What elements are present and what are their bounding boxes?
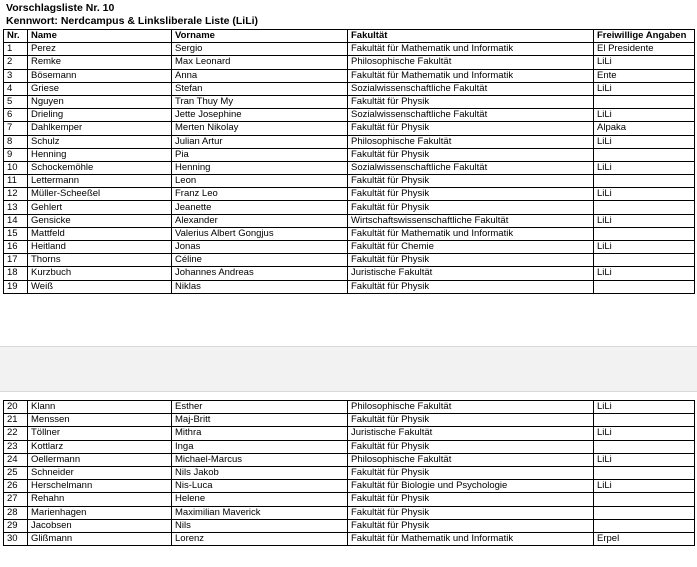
table-row xyxy=(4,506,695,519)
cell-nr: 29 xyxy=(4,519,28,532)
cell-fakultaet: Fakultät für Mathematik und Informatik xyxy=(348,532,594,545)
table-row xyxy=(4,175,695,188)
table-row xyxy=(4,241,695,254)
cell-fakultaet: Philosophische Fakultät xyxy=(348,401,594,414)
cell-nr: 3 xyxy=(4,69,28,82)
table-row xyxy=(4,135,695,148)
cell-nr: 16 xyxy=(4,241,28,254)
cell-freiwillige-angaben xyxy=(594,280,695,293)
cell-nr: 26 xyxy=(4,480,28,493)
cell-fakultaet: Fakultät für Physik xyxy=(348,148,594,161)
cell-freiwillige-angaben: LiLi xyxy=(594,56,695,69)
cell-nr: 15 xyxy=(4,227,28,240)
cell-vorname: Julian Artur xyxy=(172,135,348,148)
cell-vorname: Sergio xyxy=(172,43,348,56)
cell-vorname: Merten Nikolay xyxy=(172,122,348,135)
cell-freiwillige-angaben xyxy=(594,148,695,161)
cell-fakultaet: Fakultät für Physik xyxy=(348,188,594,201)
cell-fakultaet: Fakultät für Mathematik und Informatik xyxy=(348,69,594,82)
cell-nr: 18 xyxy=(4,267,28,280)
cell-vorname: Helene xyxy=(172,493,348,506)
cell-nr: 14 xyxy=(4,214,28,227)
cell-vorname: Niklas xyxy=(172,280,348,293)
cell-fakultaet: Fakultät für Physik xyxy=(348,201,594,214)
cell-vorname: Nis-Luca xyxy=(172,480,348,493)
cell-name: Drieling xyxy=(28,109,172,122)
table-row xyxy=(4,109,695,122)
cell-freiwillige-angaben: LiLi xyxy=(594,401,695,414)
cell-fakultaet: Fakultät für Physik xyxy=(348,466,594,479)
page-break xyxy=(0,346,697,392)
header-name: Name xyxy=(28,30,172,43)
header-vorname: Vorname xyxy=(172,30,348,43)
list-title: Vorschlagsliste Nr. 10 xyxy=(6,2,115,14)
cell-freiwillige-angaben: LiLi xyxy=(594,82,695,95)
cell-nr: 9 xyxy=(4,148,28,161)
cell-fakultaet: Wirtschaftswissenschaftliche Fakultät xyxy=(348,214,594,227)
cell-vorname: Maj-Britt xyxy=(172,414,348,427)
cell-name: Kurzbuch xyxy=(28,267,172,280)
cell-nr: 24 xyxy=(4,453,28,466)
cell-freiwillige-angaben xyxy=(594,493,695,506)
cell-fakultaet: Juristische Fakultät xyxy=(348,427,594,440)
cell-fakultaet: Juristische Fakultät xyxy=(348,267,594,280)
table-row xyxy=(4,440,695,453)
cell-name: Schockemöhle xyxy=(28,161,172,174)
cell-nr: 1 xyxy=(4,43,28,56)
cell-freiwillige-angaben: LiLi xyxy=(594,453,695,466)
cell-vorname: Michael-Marcus xyxy=(172,453,348,466)
cell-name: Schneider xyxy=(28,466,172,479)
table-row xyxy=(4,453,695,466)
cell-fakultaet: Fakultät für Physik xyxy=(348,95,594,108)
cell-name: Jacobsen xyxy=(28,519,172,532)
table-row xyxy=(4,161,695,174)
header-nr: Nr. xyxy=(4,30,28,43)
cell-nr: 2 xyxy=(4,56,28,69)
cell-nr: 21 xyxy=(4,414,28,427)
cell-freiwillige-angaben: LiLi xyxy=(594,109,695,122)
cell-nr: 27 xyxy=(4,493,28,506)
cell-nr: 11 xyxy=(4,175,28,188)
header-freiwillige-angaben: Freiwillige Angaben xyxy=(594,30,695,43)
cell-freiwillige-angaben: LiLi xyxy=(594,188,695,201)
cell-nr: 23 xyxy=(4,440,28,453)
table-row xyxy=(4,43,695,56)
table-row xyxy=(4,532,695,545)
cell-fakultaet: Fakultät für Mathematik und Informatik xyxy=(348,43,594,56)
cell-freiwillige-angaben xyxy=(594,466,695,479)
cell-fakultaet: Philosophische Fakultät xyxy=(348,56,594,69)
cell-vorname: Nils xyxy=(172,519,348,532)
cell-freiwillige-angaben xyxy=(594,519,695,532)
cell-nr: 30 xyxy=(4,532,28,545)
cell-freiwillige-angaben xyxy=(594,227,695,240)
cell-fakultaet: Fakultät für Physik xyxy=(348,493,594,506)
cell-fakultaet: Fakultät für Physik xyxy=(348,175,594,188)
table-row xyxy=(4,427,695,440)
cell-freiwillige-angaben: LiLi xyxy=(594,480,695,493)
table-row xyxy=(4,69,695,82)
cell-freiwillige-angaben xyxy=(594,201,695,214)
candidate-table-page-2 xyxy=(3,400,695,546)
cell-vorname: Franz Leo xyxy=(172,188,348,201)
cell-fakultaet: Fakultät für Physik xyxy=(348,254,594,267)
cell-fakultaet: Fakultät für Physik xyxy=(348,414,594,427)
cell-fakultaet: Fakultät für Physik xyxy=(348,506,594,519)
cell-name: Kottlarz xyxy=(28,440,172,453)
table-row xyxy=(4,95,695,108)
cell-nr: 10 xyxy=(4,161,28,174)
cell-name: Rehahn xyxy=(28,493,172,506)
table-row xyxy=(4,519,695,532)
cell-vorname: Esther xyxy=(172,401,348,414)
cell-vorname: Pia xyxy=(172,148,348,161)
cell-vorname: Johannes Andreas xyxy=(172,267,348,280)
cell-name: Marienhagen xyxy=(28,506,172,519)
table-body-page-2 xyxy=(4,401,695,546)
cell-nr: 28 xyxy=(4,506,28,519)
cell-name: Lettermann xyxy=(28,175,172,188)
cell-fakultaet: Sozialwissenschaftliche Fakultät xyxy=(348,109,594,122)
cell-vorname: Valerius Albert Gongjus xyxy=(172,227,348,240)
table-row xyxy=(4,214,695,227)
cell-vorname: Mithra xyxy=(172,427,348,440)
cell-fakultaet: Fakultät für Physik xyxy=(348,519,594,532)
cell-freiwillige-angaben: El Presidente xyxy=(594,43,695,56)
cell-nr: 20 xyxy=(4,401,28,414)
cell-name: Bösemann xyxy=(28,69,172,82)
cell-freiwillige-angaben: LiLi xyxy=(594,135,695,148)
cell-name: Weiß xyxy=(28,280,172,293)
cell-name: Klann xyxy=(28,401,172,414)
cell-freiwillige-angaben xyxy=(594,440,695,453)
table-row xyxy=(4,280,695,293)
cell-vorname: Inga xyxy=(172,440,348,453)
cell-freiwillige-angaben: Ente xyxy=(594,69,695,82)
cell-fakultaet: Philosophische Fakultät xyxy=(348,135,594,148)
cell-name: Dahlkemper xyxy=(28,122,172,135)
cell-freiwillige-angaben xyxy=(594,414,695,427)
cell-nr: 25 xyxy=(4,466,28,479)
cell-name: Remke xyxy=(28,56,172,69)
table-row xyxy=(4,148,695,161)
cell-nr: 12 xyxy=(4,188,28,201)
cell-name: Herschelmann xyxy=(28,480,172,493)
cell-nr: 5 xyxy=(4,95,28,108)
cell-vorname: Stefan xyxy=(172,82,348,95)
table-row xyxy=(4,122,695,135)
cell-freiwillige-angaben: LiLi xyxy=(594,241,695,254)
cell-name: Töllner xyxy=(28,427,172,440)
cell-vorname: Jonas xyxy=(172,241,348,254)
cell-name: Thorns xyxy=(28,254,172,267)
table-row xyxy=(4,414,695,427)
cell-fakultaet: Fakultät für Chemie xyxy=(348,241,594,254)
cell-vorname: Henning xyxy=(172,161,348,174)
cell-vorname: Nils Jakob xyxy=(172,466,348,479)
cell-vorname: Leon xyxy=(172,175,348,188)
cell-name: Oellermann xyxy=(28,453,172,466)
cell-nr: 17 xyxy=(4,254,28,267)
cell-freiwillige-angaben: LiLi xyxy=(594,161,695,174)
cell-vorname: Jette Josephine xyxy=(172,109,348,122)
cell-freiwillige-angaben xyxy=(594,175,695,188)
cell-nr: 13 xyxy=(4,201,28,214)
table-row xyxy=(4,201,695,214)
cell-name: Schulz xyxy=(28,135,172,148)
cell-vorname: Max Leonard xyxy=(172,56,348,69)
cell-vorname: Lorenz xyxy=(172,532,348,545)
cell-fakultaet: Fakultät für Physik xyxy=(348,280,594,293)
cell-freiwillige-angaben: Alpaka xyxy=(594,122,695,135)
cell-name: Griese xyxy=(28,82,172,95)
cell-name: Henning xyxy=(28,148,172,161)
cell-nr: 6 xyxy=(4,109,28,122)
table-row xyxy=(4,56,695,69)
table-row xyxy=(4,254,695,267)
list-keyword: Kennwort: Nerdcampus & Linksliberale Liste (LiLi) xyxy=(6,15,259,27)
cell-name: Glißmann xyxy=(28,532,172,545)
cell-fakultaet: Fakultät für Mathematik und Informatik xyxy=(348,227,594,240)
cell-name: Müller-Scheeßel xyxy=(28,188,172,201)
table-row xyxy=(4,466,695,479)
cell-vorname: Céline xyxy=(172,254,348,267)
cell-freiwillige-angaben: LiLi xyxy=(594,214,695,227)
cell-fakultaet: Fakultät für Physik xyxy=(348,440,594,453)
table-body-page-1 xyxy=(4,43,695,294)
table-row xyxy=(4,188,695,201)
cell-name: Gehlert xyxy=(28,201,172,214)
cell-name: Heitland xyxy=(28,241,172,254)
table-row xyxy=(4,267,695,280)
cell-freiwillige-angaben: LiLi xyxy=(594,427,695,440)
cell-freiwillige-angaben: LiLi xyxy=(594,267,695,280)
cell-fakultaet: Sozialwissenschaftliche Fakultät xyxy=(348,82,594,95)
cell-name: Nguyen xyxy=(28,95,172,108)
cell-vorname: Maximilian Maverick xyxy=(172,506,348,519)
cell-vorname: Alexander xyxy=(172,214,348,227)
candidate-table-page-1 xyxy=(3,29,695,294)
table-row xyxy=(4,480,695,493)
cell-fakultaet: Sozialwissenschaftliche Fakultät xyxy=(348,161,594,174)
cell-nr: 22 xyxy=(4,427,28,440)
cell-fakultaet: Fakultät für Biologie und Psychologie xyxy=(348,480,594,493)
header-fakultaet: Fakultät xyxy=(348,30,594,43)
cell-freiwillige-angaben xyxy=(594,254,695,267)
cell-freiwillige-angaben xyxy=(594,95,695,108)
cell-nr: 4 xyxy=(4,82,28,95)
cell-nr: 8 xyxy=(4,135,28,148)
cell-name: Gensicke xyxy=(28,214,172,227)
cell-vorname: Jeanette xyxy=(172,201,348,214)
cell-nr: 19 xyxy=(4,280,28,293)
table-row xyxy=(4,227,695,240)
cell-vorname: Anna xyxy=(172,69,348,82)
table-row xyxy=(4,82,695,95)
cell-freiwillige-angaben xyxy=(594,506,695,519)
table-row xyxy=(4,401,695,414)
cell-fakultaet: Fakultät für Physik xyxy=(348,122,594,135)
cell-name: Perez xyxy=(28,43,172,56)
cell-fakultaet: Philosophische Fakultät xyxy=(348,453,594,466)
cell-name: Mattfeld xyxy=(28,227,172,240)
cell-freiwillige-angaben: Erpel xyxy=(594,532,695,545)
cell-nr: 7 xyxy=(4,122,28,135)
cell-name: Menssen xyxy=(28,414,172,427)
table-row xyxy=(4,493,695,506)
document-page-2 xyxy=(0,392,697,567)
cell-vorname: Tran Thuy My xyxy=(172,95,348,108)
table-header-row xyxy=(4,30,695,43)
